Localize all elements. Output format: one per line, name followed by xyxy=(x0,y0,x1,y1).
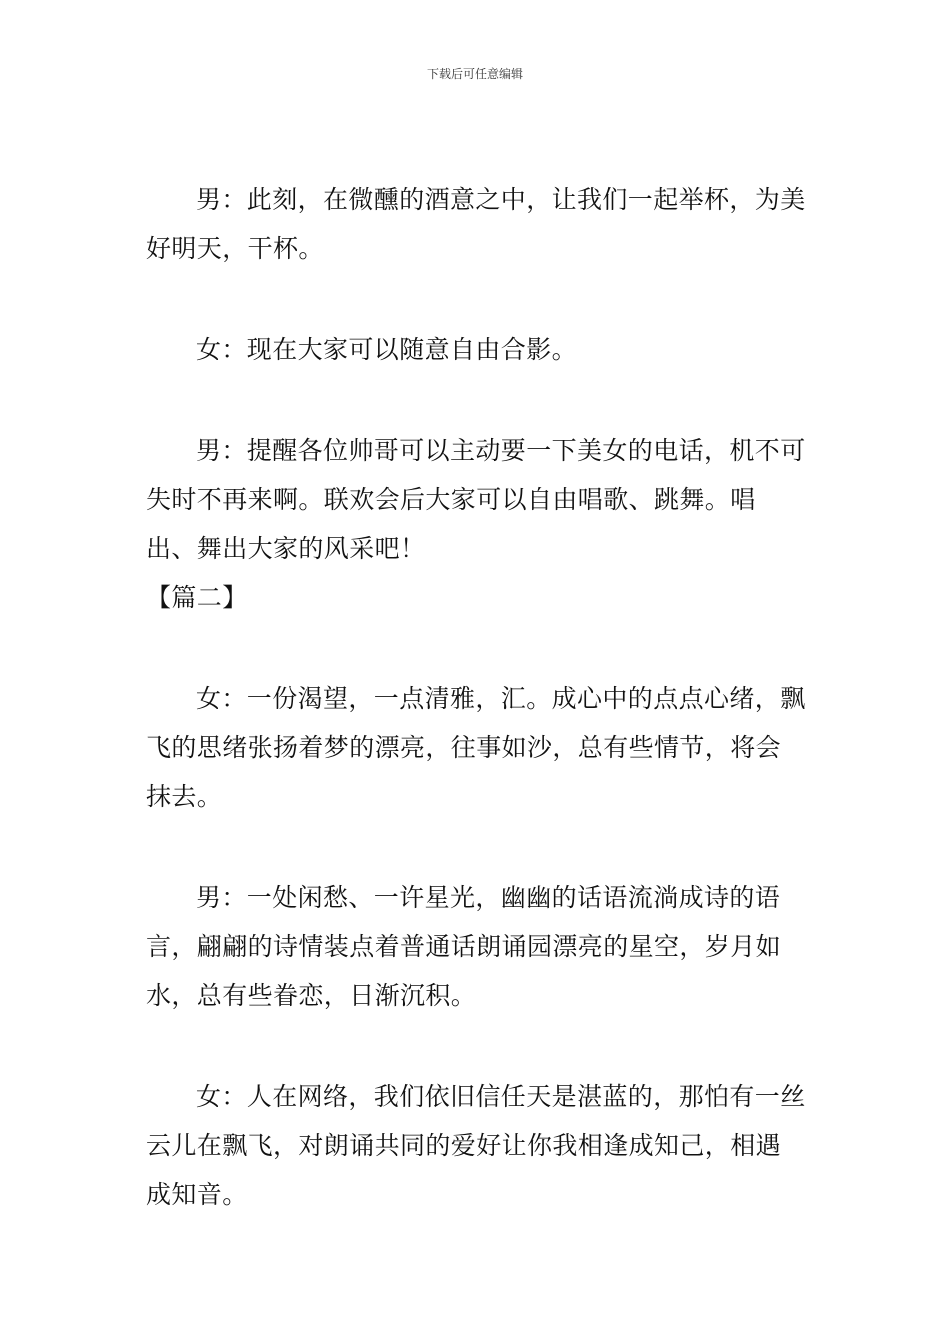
paragraph-female-network: 女：人在网络，我们依旧信任天是湛蓝的，那怕有一丝云儿在飘飞，对朗诵共同的爱好让你我相逢成知己，相遇成知音。 xyxy=(146,1082,806,1209)
paragraph-female-photo: 女：现在大家可以随意自由合影。 xyxy=(196,335,578,364)
paragraph-male-toast: 男：此刻，在微醺的酒意之中，让我们一起举杯，为美好明天，干杯。 xyxy=(146,185,806,263)
document-body xyxy=(146,175,806,1219)
paragraph-male-starlight: 男：一处闲愁、一许星光，幽幽的话语流淌成诗的语言，翩翩的诗情装点着普通话朗诵园漂亮的星空，岁月如水，总有些眷恋，日渐沉积。 xyxy=(146,883,782,1010)
section-heading: 【篇二】 xyxy=(146,583,248,612)
header-note: 下载后可任意编辑 xyxy=(426,67,523,81)
paragraph-male-reminder: 男：提醒各位帅哥可以主动要一下美女的电话，机不可失时不再来啊。联欢会后大家可以自由唱歌、跳舞。唱出、舞出大家的风采吧！ xyxy=(146,436,806,563)
paragraph-female-longing: 女：一份渴望，一点清雅，汇。成心中的点点心绪，飘飞的思绪张扬着梦的漂亮，往事如沙，总有些情节，将会抹去。 xyxy=(146,684,806,811)
